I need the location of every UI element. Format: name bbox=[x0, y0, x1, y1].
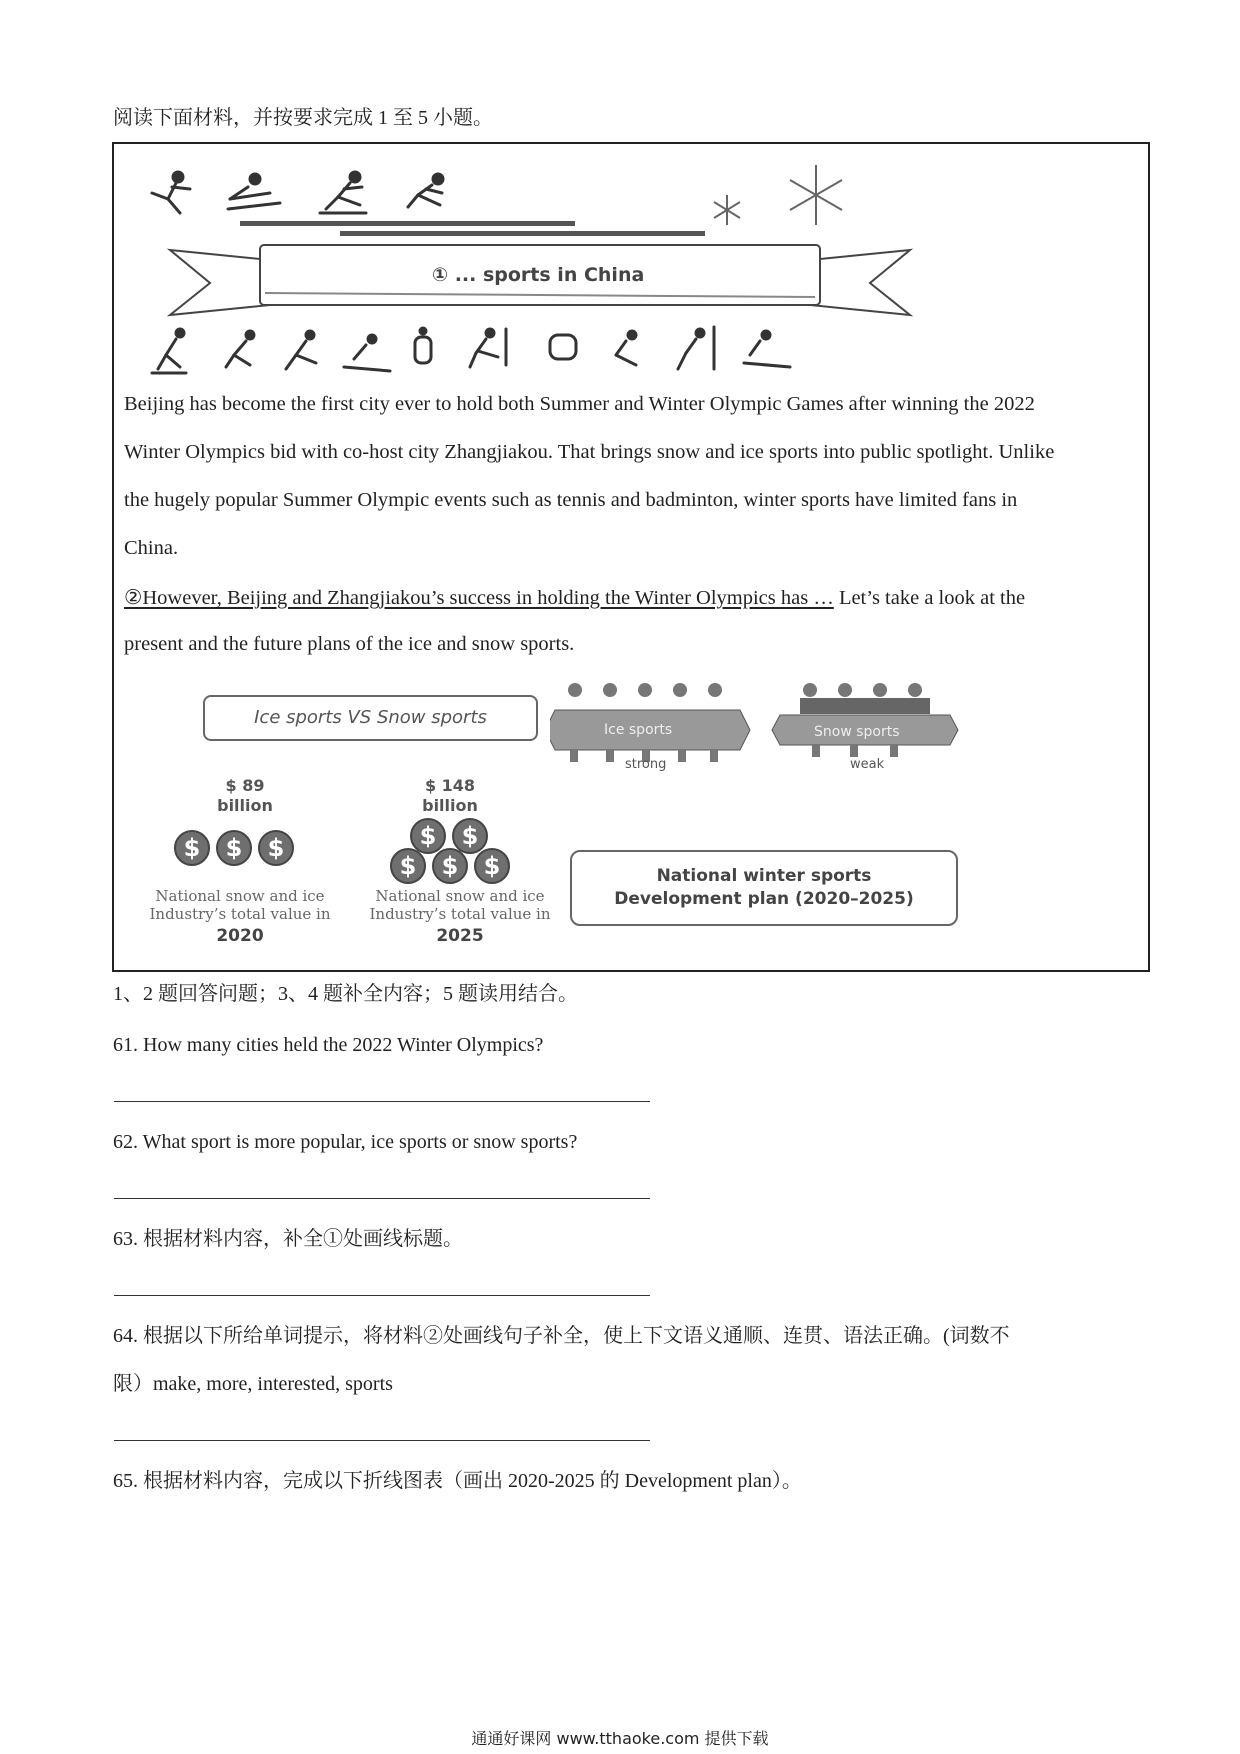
footer: 通通好课网 www.tthaoke.com 提供下载 bbox=[471, 1729, 769, 1748]
alpine-icon bbox=[678, 327, 714, 369]
value-2020-unit: billion bbox=[217, 796, 273, 815]
biathlon-icon bbox=[152, 329, 186, 373]
dollar-coin-icon: $ bbox=[258, 830, 294, 866]
question-65: 65. 根据材料内容，完成以下折线图表（画出 2020-2025 的 Development plan）。 bbox=[113, 1470, 802, 1492]
bobsleigh-icon bbox=[415, 328, 431, 363]
passage-line: Winter Olympics bid with co-host city Zhangjiakou. That brings snow and ice sports into public spotlight. Unlike bbox=[124, 441, 1055, 463]
ski-jump-icon bbox=[228, 174, 280, 209]
question-64-cont: 限）make, more, interested, sports bbox=[113, 1373, 393, 1395]
year-2025: 2025 bbox=[436, 926, 484, 946]
question-61: 61. How many cities held the 2022 Winter Olympics? bbox=[113, 1034, 544, 1056]
dollar-coin-icon: $ bbox=[410, 818, 446, 854]
instructions: 阅读下面材料，并按要求完成 1 至 5 小题。 bbox=[113, 107, 493, 129]
answer-line-62[interactable] bbox=[114, 1198, 650, 1199]
skeleton-icon bbox=[550, 335, 576, 359]
plan-box bbox=[570, 850, 958, 926]
dollar-coin-icon: $ bbox=[452, 818, 488, 854]
vs-label: Ice sports VS Snow sports bbox=[254, 707, 487, 728]
task-note: 1、2 题回答问题；3、4 题补全内容；5 题读用结合。 bbox=[113, 983, 578, 1005]
passage-line: the hugely popular Summer Olympic events such as tennis and badminton, winter sports have limited fans in bbox=[124, 489, 1018, 511]
dollar-coin-icon: $ bbox=[216, 830, 252, 866]
value-2025: $ 148 bbox=[424, 776, 476, 795]
year-2020: 2020 bbox=[216, 926, 264, 946]
question-62: 62. What sport is more popular, ice sports or snow sports? bbox=[113, 1131, 578, 1153]
passage-line: China. bbox=[124, 537, 179, 559]
skater-icon bbox=[152, 172, 190, 213]
plan-line-1: National winter sports bbox=[656, 866, 872, 886]
speed-skater-icon bbox=[320, 172, 366, 213]
caption-2020: National snow and ice Industry’s total value in bbox=[149, 887, 331, 923]
passage-p2 bbox=[124, 585, 1025, 610]
passage-line: Beijing has become the first city ever to hold both Summer and Winter Olympic Games after winning the 2022 bbox=[124, 393, 1035, 415]
plan-line-2: Development plan (2020–2025) bbox=[614, 889, 914, 909]
dollar-coin-icon: $ bbox=[174, 830, 210, 866]
passage-p2-rest: Let’s take a look at the bbox=[833, 587, 1026, 609]
question-64: 64. 根据以下所给单词提示，将材料②处画线句子补全，使上下文语义通顺、连贯、语法正确。(词数不 bbox=[113, 1325, 1010, 1347]
underlined-sentence: ②However, Beijing and Zhangjiakou’s success in holding the Winter Olympics has … bbox=[124, 587, 834, 609]
value-2020: $ 89 bbox=[225, 776, 265, 795]
answer-line-63[interactable] bbox=[114, 1295, 650, 1296]
curling-icon bbox=[226, 331, 254, 367]
ice-strength: strong bbox=[625, 757, 667, 772]
caption-2025: National snow and ice Industry’s total value in bbox=[369, 887, 551, 923]
answer-line-64[interactable] bbox=[114, 1440, 650, 1441]
dollar-coin-icon: $ bbox=[432, 848, 468, 884]
value-2025-unit: billion bbox=[422, 796, 478, 815]
question-63: 63. 根据材料内容，补全①处画线标题。 bbox=[113, 1228, 463, 1250]
luge-icon bbox=[344, 335, 390, 371]
answer-line-61[interactable] bbox=[114, 1101, 650, 1102]
short-track-icon bbox=[408, 174, 443, 207]
snow-sports-label: Snow sports bbox=[814, 724, 900, 740]
dollar-coin-icon: $ bbox=[474, 848, 510, 884]
freestyle-icon bbox=[616, 331, 636, 365]
ice-sports-label: Ice sports bbox=[604, 722, 673, 738]
passage-line: present and the future plans of the ice and snow sports. bbox=[124, 633, 575, 655]
hockey-icon bbox=[286, 331, 316, 369]
ski-icon bbox=[470, 329, 506, 367]
sled-icon bbox=[744, 331, 790, 367]
dollar-coin-icon: $ bbox=[390, 848, 426, 884]
snowflake-icon bbox=[714, 165, 842, 225]
banner-title: ① ... sports in China bbox=[432, 264, 645, 286]
snow-strength: weak bbox=[850, 757, 885, 772]
